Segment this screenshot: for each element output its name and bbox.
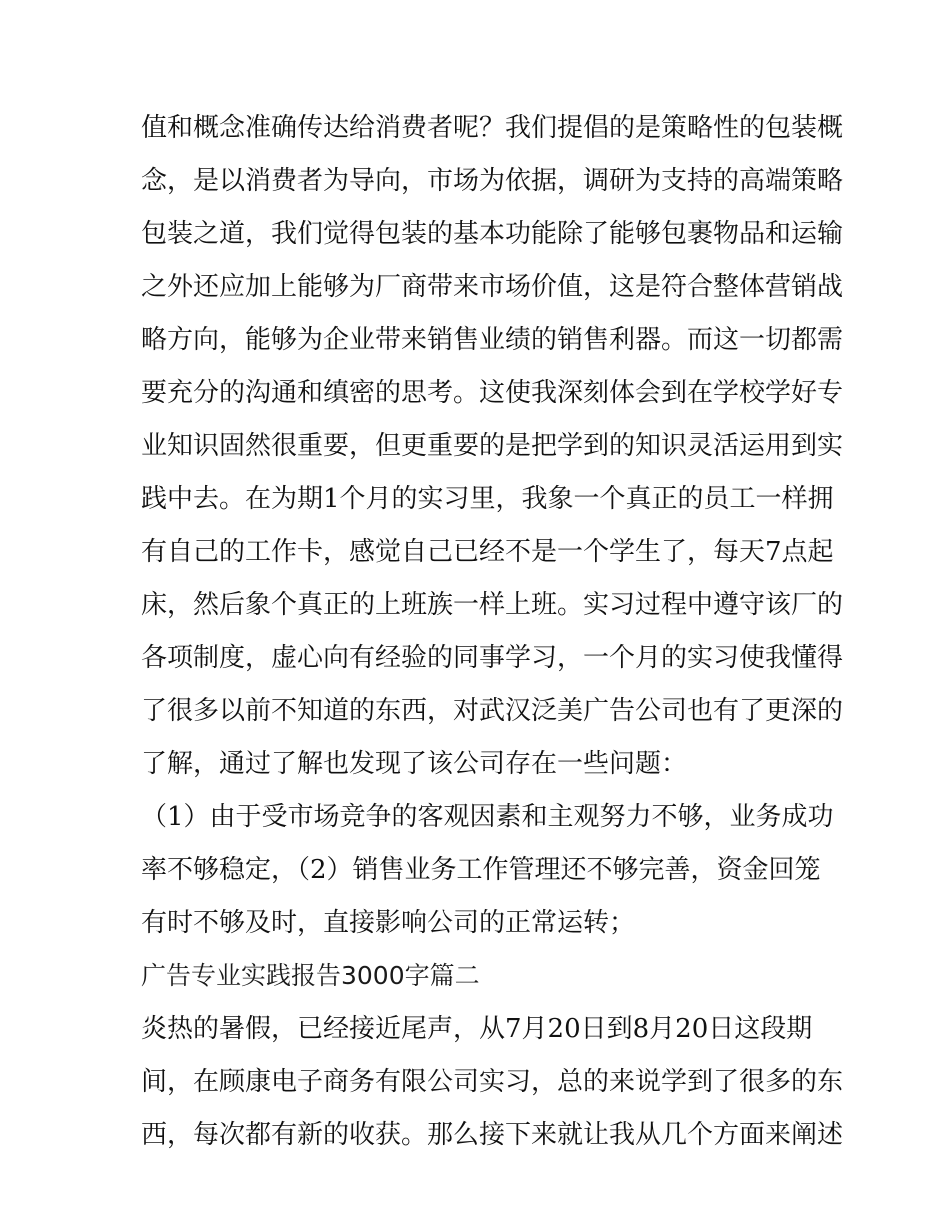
text-line: 各项制度，虚心向有经验的同事学习，一个月的实习使我懂得 <box>141 643 844 673</box>
text-line: 有时不够及时，直接影响公司的正常运转； <box>141 908 636 938</box>
text-line: 床，然后象个真正的上班族一样上班。实习过程中遵守该厂的 <box>141 590 844 620</box>
text-line: 值和概念准确传达给消费者呢？我们提倡的是策略性的包装概 <box>141 113 844 143</box>
text-line: 了解，通过了解也发现了该公司存在一些问题： <box>141 749 688 779</box>
text-line: （1）由于受市场竞争的客观因素和主观努力不够，业务成功 <box>141 802 834 832</box>
text-line: 了很多以前不知道的东西，对武汉泛美广告公司也有了更深的 <box>141 696 844 726</box>
text-line: 业知识固然很重要，但更重要的是把学到的知识灵活运用到实 <box>141 431 844 461</box>
text-line: 炎热的暑假，已经接近尾声，从7月20日到8月20日这段期 <box>141 1014 813 1044</box>
text-line: 念，是以消费者为导向，市场为依据，调研为支持的高端策略 <box>141 166 844 196</box>
text-line: 率不够稳定，（2）销售业务工作管理还不够完善，资金回笼 <box>141 855 821 885</box>
text-line: 有自己的工作卡，感觉自己已经不是一个学生了，每天7点起 <box>141 537 834 567</box>
text-line: 略方向，能够为企业带来销售业绩的销售利器。而这一切都需 <box>141 325 844 355</box>
text-line: 间，在顾康电子商务有限公司实习，总的来说学到了很多的东 <box>141 1067 844 1097</box>
text-line: 践中去。在为期1个月的实习里，我象一个真正的员工一样拥 <box>141 484 834 514</box>
text-line: 要充分的沟通和缜密的思考。这使我深刻体会到在学校学好专 <box>141 378 844 408</box>
text-line: 西，每次都有新的收获。那么接下来就让我从几个方面来阐述 <box>141 1120 844 1150</box>
section-heading: 广告专业实践报告3000字篇二 <box>141 961 480 990</box>
text-line: 之外还应加上能够为厂商带来市场价值，这是符合整体营销战 <box>141 272 844 302</box>
text-line: 包装之道，我们觉得包装的基本功能除了能够包裹物品和运输 <box>141 219 844 249</box>
